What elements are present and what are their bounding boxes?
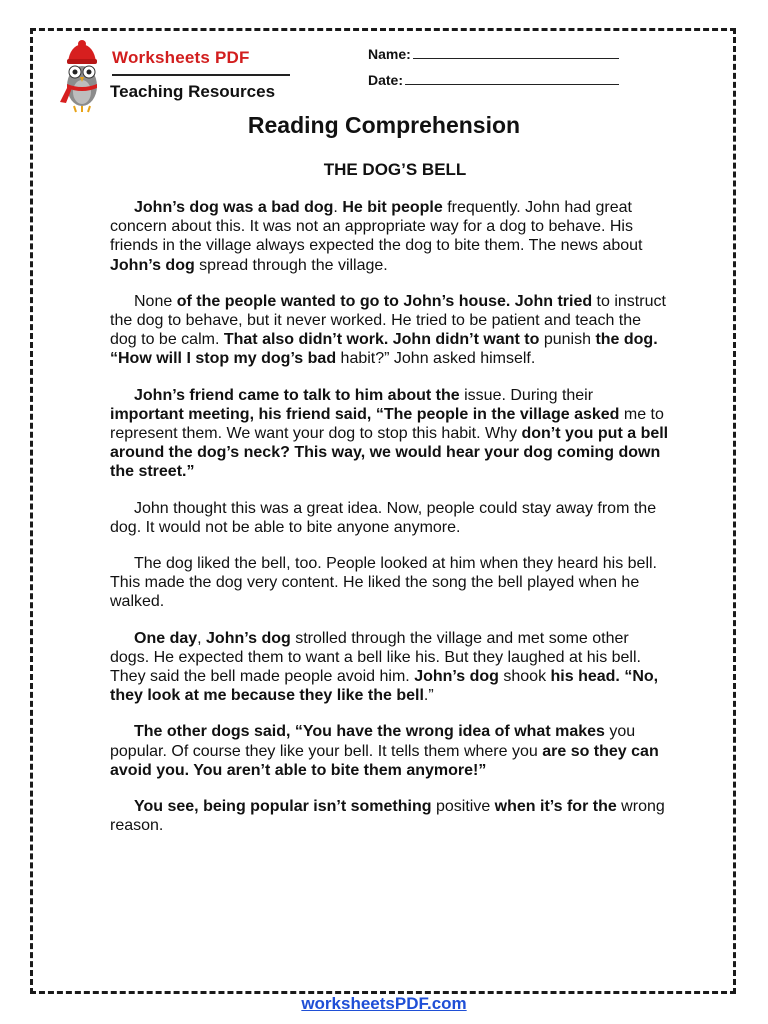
story-paragraph <box>110 198 670 275</box>
text-run: shook <box>498 668 551 686</box>
bold-text-run: “You have the wrong idea of what makes <box>290 723 605 741</box>
text-run: .” <box>423 687 434 705</box>
bold-text-run: are so they can avoid you. You aren’t able to bite them anymore!” <box>110 742 659 779</box>
page-title: Reading Comprehension <box>247 112 521 138</box>
logo-title: Worksheets PDF <box>112 48 250 67</box>
bold-text-run: of the people wanted to go to John’s house. John tried <box>176 292 593 310</box>
name-blank-line[interactable] <box>413 46 619 59</box>
worksheets-pdf-logo <box>58 40 298 116</box>
bold-text-run: John’s dog was a bad dog <box>134 199 334 216</box>
bold-text-run: The other dogs said, <box>134 723 291 741</box>
text-run: frequently. John had great concern about this. It was not an appropriate way for a dog to behave. His friends in the village always expected the dog to bite them. The news about <box>110 199 643 255</box>
text-run: The dog liked the bell, too. People looked at him when they heard his bell. This made the dog very content. He liked the song the bell played when he walked. <box>110 555 657 611</box>
text-run: . <box>333 199 343 216</box>
bold-text-run: You see, being popular isn’t something <box>134 798 432 816</box>
story-paragraph <box>110 386 670 482</box>
story-paragraph <box>110 499 670 537</box>
bold-text-run: don’t you put a bell around the dog’s neck? This way, we would hear your dog coming down the street.” <box>110 425 669 481</box>
story-paragraph <box>110 629 670 706</box>
text-run: spread through the village. <box>194 256 388 274</box>
text-run: strolled through the village and met some other dogs. He expected them to want a bell like his. But they laughed at his bell. They said the bell made people avoid him. <box>110 629 641 686</box>
story-paragraph <box>110 722 670 780</box>
text-run: John thought this was a great idea. Now, people could stay away from the dog. It would not be able to bite anyone anymore. <box>110 499 657 536</box>
story-paragraph <box>110 292 670 369</box>
bold-text-run: One day <box>134 629 198 647</box>
bold-text-run: That also didn’t work. John didn’t want to <box>223 331 540 349</box>
bold-text-run: when it’s for the <box>494 798 617 816</box>
logo-subtitle: Teaching Resources <box>110 82 276 101</box>
text-run: None <box>134 292 177 310</box>
text-run: positive <box>431 798 495 816</box>
story-title: THE DOG’S BELL <box>323 160 467 179</box>
text-run: me to represent them. We want your dog to stop this habit. Why <box>110 405 664 443</box>
story-text <box>110 198 670 852</box>
bold-text-run: his head. “No, they look at me because they like the bell <box>110 668 659 705</box>
date-label: Date: <box>368 72 404 88</box>
text-run: punish <box>539 331 596 349</box>
footer-link[interactable]: worksheetsPDF.com <box>301 994 467 1013</box>
date-field[interactable] <box>368 72 619 88</box>
text-run: wrong reason. <box>110 798 665 835</box>
bold-text-run: John’s dog <box>110 256 195 274</box>
bold-text-run: John’s friend came to talk to him about the <box>134 386 460 404</box>
owl-icon <box>58 40 106 116</box>
bold-text-run: John’s dog <box>206 629 291 647</box>
bold-text-run: He bit people <box>342 199 443 216</box>
text-run: issue. During their <box>459 386 594 404</box>
text-run: habit?” John asked himself. <box>336 350 536 368</box>
name-label: Name: <box>368 46 411 62</box>
logo-divider <box>112 74 290 76</box>
text-run: to instruct the dog to behave, but it never worked. He tried to be patient and teach the dog to be calm. <box>110 292 666 349</box>
text-run: you popular. Of course they like your bell. It tells them where you <box>110 723 636 760</box>
bold-text-run: important meeting, his friend said, “The people in the village asked <box>110 405 620 423</box>
bold-text-run: John’s dog <box>414 668 499 686</box>
bold-text-run: the dog. “How will I stop my dog’s bad <box>110 331 658 368</box>
name-field[interactable] <box>368 46 619 62</box>
text-run: , <box>197 629 207 647</box>
story-paragraph <box>110 554 670 612</box>
story-paragraph <box>110 797 670 835</box>
date-blank-line[interactable] <box>405 72 619 85</box>
